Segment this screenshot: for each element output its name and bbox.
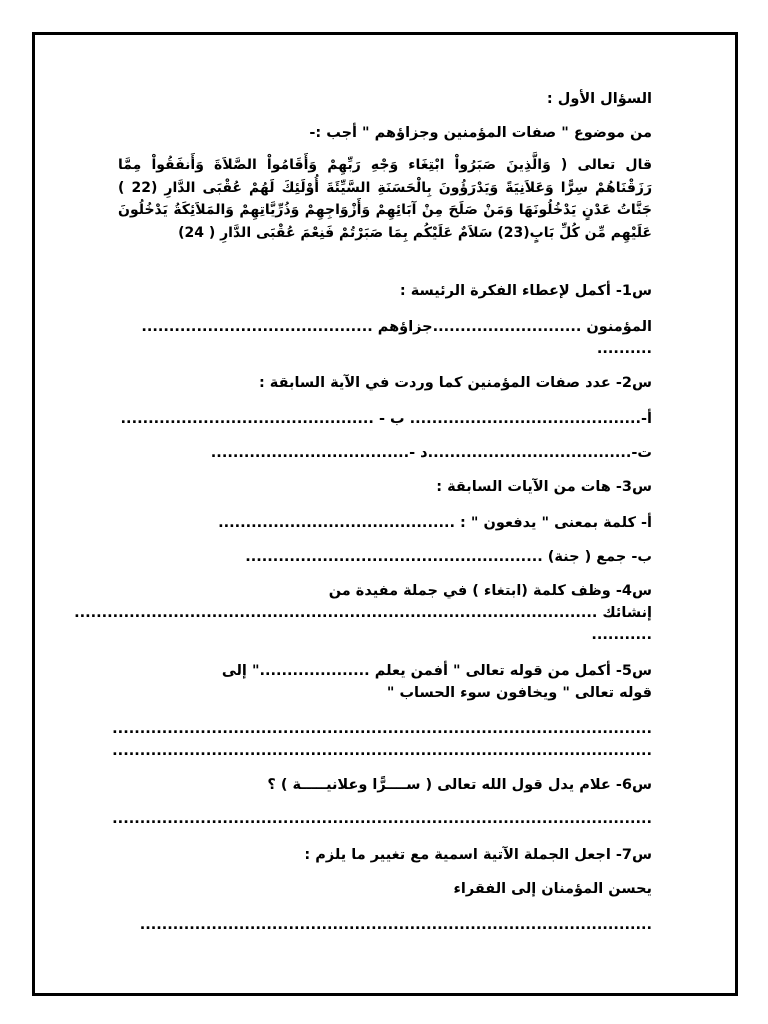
q5-answer-line-2: ..................................................................................................: [112, 743, 652, 759]
q7-answer-line: .............................................................................................: [139, 917, 652, 933]
q2-answer-line-a: أ-.......................................... ب - ..............................................: [120, 411, 652, 427]
q4-answer-line-continued: ...........: [591, 627, 652, 643]
q2-answer-line-b: ت-.....................................د -....................................: [210, 445, 652, 461]
q6-answer-line: ..................................................................................................: [112, 811, 652, 827]
question-title: السؤال الأول :: [546, 91, 652, 107]
q5-answer-line-1: ..................................................................................................: [112, 721, 652, 737]
q5-label: س5- أكمل من قوله تعالى " أفمن يعلم ...................." إلى: [221, 663, 652, 679]
q1-answer-line-continued: ..........: [596, 341, 652, 357]
q3-item-b: ب- جمع ( جنة) ......................................................: [245, 549, 652, 565]
q7-sentence: يحسن المؤمنان إلى الفقراء: [453, 881, 652, 897]
q2-label: س2- عدد صفات المؤمنين كما وردت في الآية السابقة :: [258, 375, 652, 391]
q5-label-continued: قوله تعالى " ويخافون سوء الحساب ": [386, 685, 652, 701]
q1-label: س1- أكمل لإعطاء الفكرة الرئيسة :: [399, 283, 652, 299]
q6-label: س6- علام يدل قول الله تعالى ( ســــرًّا وعلانيـــــة ) ؟: [267, 777, 652, 793]
instruction-text: من موضوع " صفات المؤمنين وجزاؤهم " أجب :-: [309, 125, 652, 141]
q7-label: س7- اجعل الجملة الآتية اسمية مع تغيير ما يلزم :: [304, 847, 652, 863]
q4-answer-line: إنشائك ...............................................................................................: [74, 605, 652, 621]
q3-label: س3- هات من الآيات السابقة :: [436, 479, 652, 495]
q1-answer-line: المؤمنون ...........................جزاؤهم ..........................................: [141, 319, 652, 335]
q3-item-a: أ- كلمة بمعنى " يدفعون " : ...........................................: [218, 515, 652, 531]
q4-label: س4- وظف كلمة (ابتغاء ) في جملة مفيدة من: [328, 583, 652, 599]
quran-verse: قال تعالى ( وَالَّذِينَ صَبَرُواْ ابْتِغَاء وَجْهِ رَبِّهِمْ وَأَقَامُواْ الصَّلاَةَ وَأَنفَقُواْ مِمَّا رَزَقْنَاهُمْ سِرًّا وَعَلاَنِيَةً وَيَدْرَؤُونَ بِالْحَسَنَةِ السَّيِّئَةَ أُوْلَئِكَ لَهُمْ عُقْبَى الدَّارِ (22 ) جَنَّاتُ عَدْنٍ يَدْخُلُونَهَا وَمَنْ صَلَحَ مِنْ آبَائِهِمْ وَأَزْوَاجِهِمْ وَذُرِّيَّاتِهِمْ وَالمَلاَئِكَةُ يَدْخُلُونَ عَلَيْهِم مِّن كُلِّ بَابٍ(23) سَلاَمٌ عَلَيْكُم بِمَا صَبَرْتُمْ فَنِعْمَ عُقْبَى الدَّارِ ( 24): [118, 157, 652, 241]
